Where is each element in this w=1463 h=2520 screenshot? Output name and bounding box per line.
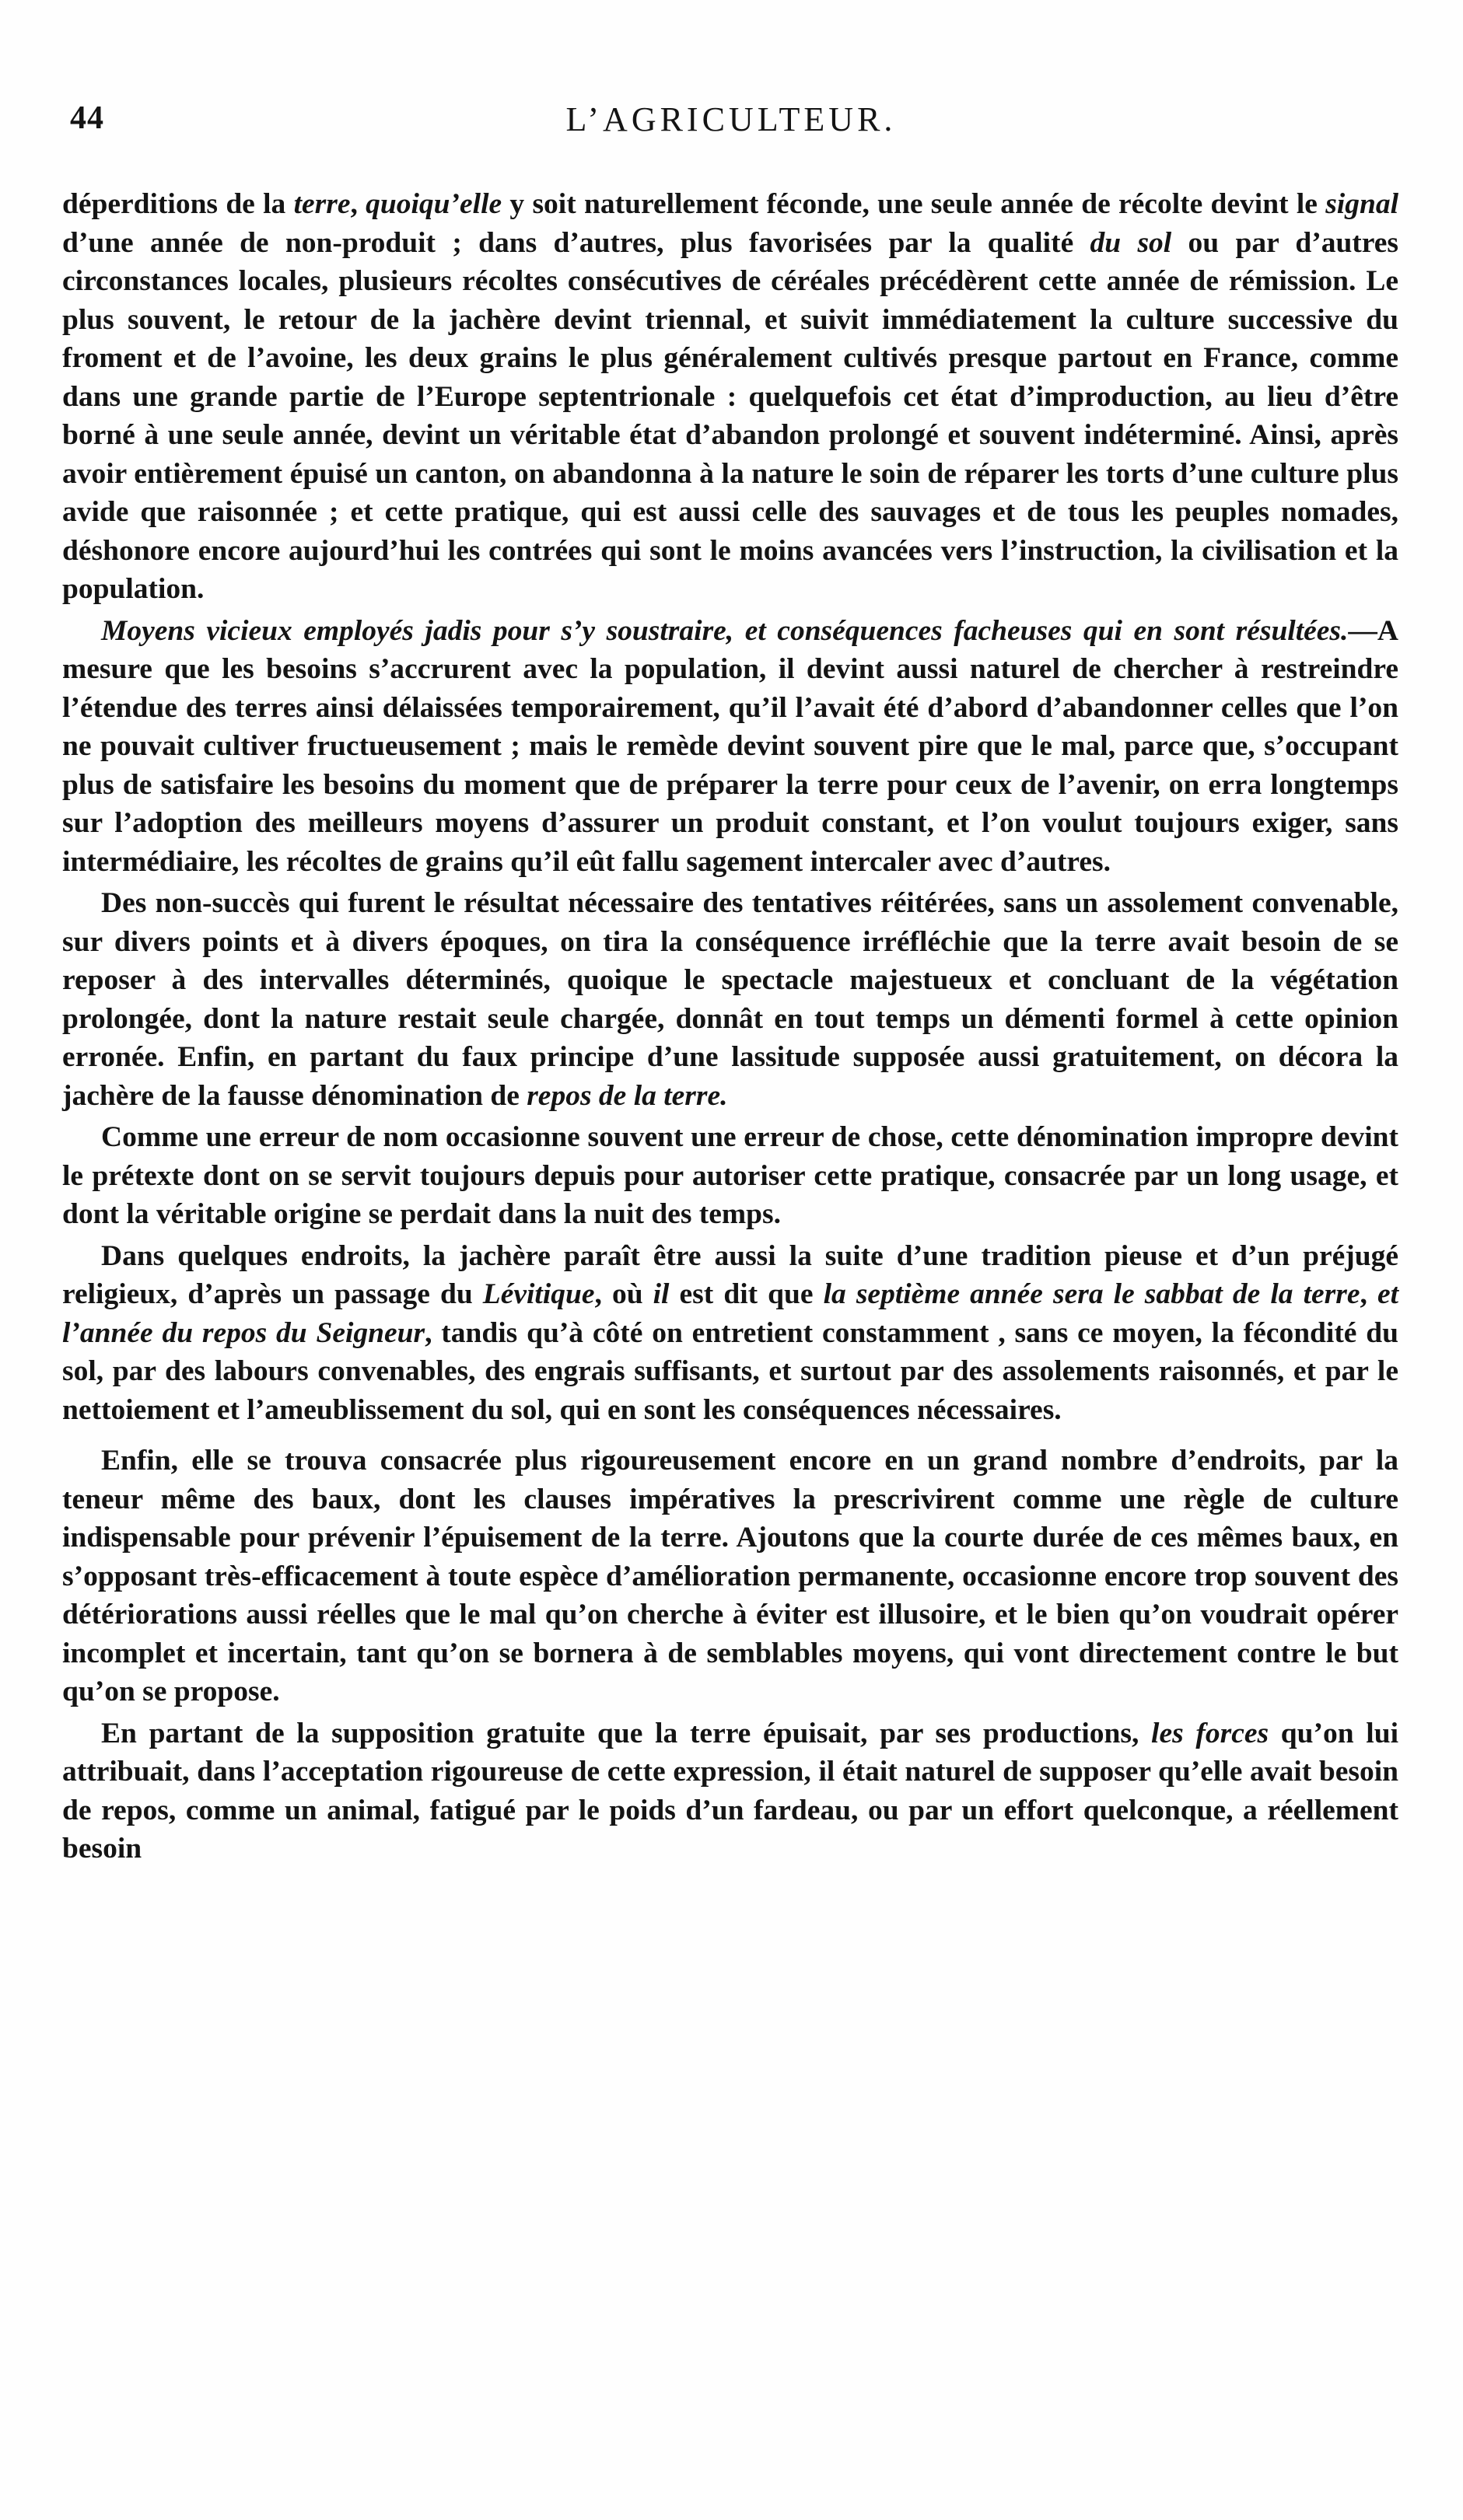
italic-text: et l’année du repos du Seigneur [62, 1278, 1399, 1349]
text-run: En partant de la supposition gratuite que la terre épuisait, par ses productions, [101, 1717, 1152, 1749]
body-text [62, 185, 1398, 1872]
text-run: Des non-succès qui furent le résultat nécessaire des tentatives réitérées, sans un assolement convenable, sur divers points et à divers époques, on tira la conséquence irréfléchie que la terre avait besoin de se reposer à des intervalles déterminés, quoique le spectacle majestueux et concluant de la végétation prolongée, dont la nature restait seule chargée, donnât en tout temps un démenti formel à cette opinion erronée. Enfin, en partant du faux principe d’une lassitude supposée aussi gratuitement, on décora la jachère de la fausse dénomination de [62, 887, 1398, 1112]
text-run: déperditions de la [62, 188, 294, 220]
text-run: d’une année de non-produit ; dans d’autres, plus favorisées par la qualité [62, 226, 1090, 259]
italic-text: Moyens vicieux employés jadis pour s’y soustraire, et conséquences facheuses qui en sont résultées. [101, 614, 1349, 647]
paragraph [62, 884, 1398, 1115]
paragraph [62, 1442, 1398, 1711]
italic-text: Lévitique [482, 1278, 595, 1310]
text-run: Dans quelques endroits, la jachère paraît être aussi la suite d’une tradition pieuse et d’un préjugé religieux, d’après un passage du [62, 1239, 1398, 1310]
text-run: , où [594, 1278, 653, 1310]
text-run: , [350, 188, 366, 220]
italic-text: repos de la terre. [527, 1079, 728, 1112]
text-run: —A mesure que les besoins s’accrurent avec la population, il devint aussi naturel de chercher à restreindre l’étendue des terres ainsi délaissées temporairement, qu’il l’avait été d’abord d’abandonner celles que l’on ne pouvait cultiver fructueusement ; mais le remède devint souvent pire que le mal, parce que, s’occupant plus de satisfaire les besoins du moment que de préparer la terre pour ceux de l’avenir, on erra longtemps sur l’adoption des meilleurs moyens d’assurer un produit constant, et l’on voulut toujours exiger, sans intermédiaire, les récoltes de grains qu’il eût fallu sagement intercaler avec d’autres. [62, 614, 1398, 878]
paragraph [62, 1237, 1398, 1430]
page-number: 44 [70, 100, 104, 136]
running-title: L’AGRICULTEUR. [565, 100, 897, 138]
paragraph [62, 612, 1398, 882]
page-header [70, 100, 1392, 154]
paragraph [62, 1714, 1398, 1868]
text-run: qu’on lui attribuait, dans l’acceptation rigoureuse de cette expression, il était naturel de supposer qu’elle avait besoin de repos, comme un animal, fatigué par le poids d’un fardeau, ou par un effort quelconque, a réellement besoin [62, 1717, 1399, 1865]
paragraph [62, 185, 1398, 609]
text-run: , tandis qu’à côté on entretient constamment , sans ce moyen, la fécondité du sol, par des labours convenables, des engrais suffisants, et surtout par des assolements raisonnés, et par le nettoiement et l’ameublissement du sol, qui en sont les conséquences nécessaires. [62, 1316, 1398, 1426]
text-run: , [1360, 1278, 1377, 1310]
paragraph [62, 1118, 1398, 1234]
italic-text: quoiqu’elle [366, 188, 502, 220]
italic-text: terre [293, 188, 351, 220]
text-run: Enfin, elle se trouva consacrée plus rigoureusement encore en un grand nombre d’endroits, par la teneur même des baux, dont les clauses impératives la prescrivirent comme une règle de culture indispensable pour prévenir l’épuisement de la terre. Ajoutons que la courte durée de ces mêmes baux, en s’opposant très-efficacement à toute espèce d’amélioration permanente, occasionne encore trop souvent des détériorations aussi réelles que le mal qu’on cherche à éviter est illusoire, et le bien qu’on voudrait opérer incomplet et incertain, tant qu’on se bornera à de semblables moyens, qui vont directement contre le but qu’on se propose. [62, 1445, 1398, 1707]
text-run: est dit que [669, 1278, 824, 1310]
italic-text: la septième année sera le sabbat de la terre [823, 1278, 1360, 1310]
text-run: y soit naturellement féconde, une seule année de récolte devint le [502, 188, 1326, 220]
text-run: Comme une erreur de nom occasionne souvent une erreur de chose, cette dénomination impropre devint le prétexte dont on se servit toujours depuis pour autoriser cette pratique, consacrée par un long usage, et dont la véritable origine se perdait dans la nuit des temps. [62, 1121, 1398, 1230]
italic-text: signal [1325, 188, 1398, 220]
italic-text: il [653, 1278, 670, 1310]
italic-text: du sol [1090, 226, 1172, 259]
italic-text: les forces [1151, 1717, 1269, 1749]
text-run: ou par d’autres circonstances locales, plusieurs récoltes consécutives de céréales précédèrent cette année de rémission. Le plus souvent, le retour de la jachère devint triennal, et suivit immédiatement la culture successive du froment et de l’avoine, les deux grains le plus généralement cultivés presque partout en France, comme dans une grande partie de l’Europe septentrionale : quelquefois cet état d’improduction, au lieu d’être borné à une seule année, devint un véritable état d’abandon prolongé et souvent indéterminé. Ainsi, après avoir entièrement épuisé un canton, on abandonna à la nature le soin de réparer les torts d’une culture plus avide que raisonnée ; et cette pratique, qui est aussi celle des sauvages et de tous les peuples nomades, déshonore encore aujourd’hui les contrées qui sont le moins avancées vers l’instruction, la civilisation et la population. [62, 226, 1398, 605]
